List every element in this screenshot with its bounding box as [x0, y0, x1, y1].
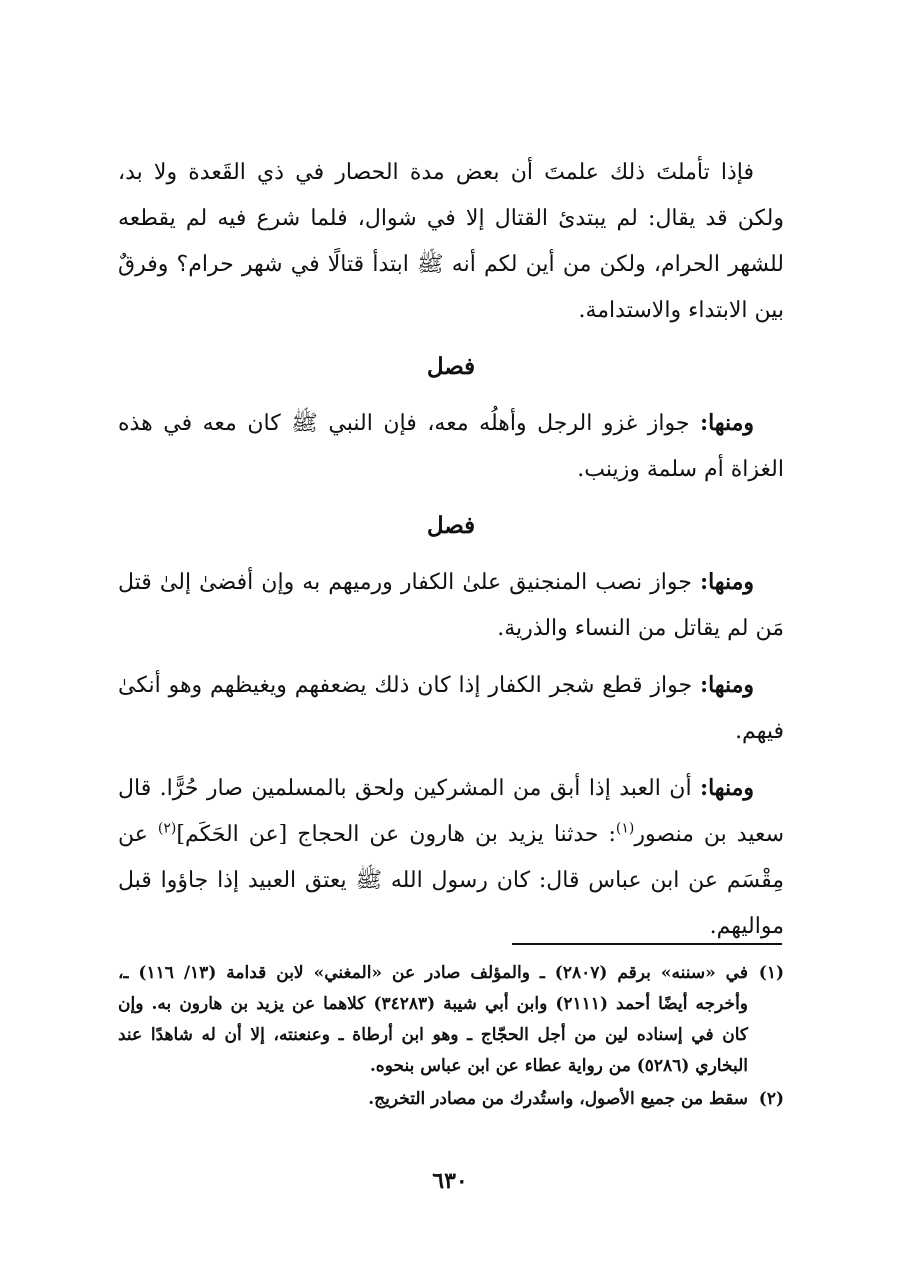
page-number: ٦٣٠: [432, 1168, 468, 1194]
footnote-2: [118, 1084, 784, 1115]
paragraph-text: : حدثنا يزيد بن هارون عن الحجاج [عن الحَكَم]: [176, 822, 616, 847]
paragraph-text: أن العبد إذا أبق من المشركين ولحق بالمسلمين صار حُرًّا. قال سعيد بن منصور: [118, 776, 785, 847]
main-text: [118, 150, 784, 960]
footnote-number: (٢): [758, 1089, 784, 1109]
paragraph-women-in-raid: [118, 400, 784, 493]
paragraph-text: فإذا تأملتَ ذلك علمتَ أن بعض مدة الحصار في ذي القَعدة ولا بد، ولكن قد يقال: لم يبتدئ القتال إلا في شوال، فلما شرع فيه لم يقطعه للشهر الحرام، ولكن من أين لكم أنه ﷺ ابتدأ قتالًا في شهر حرام؟ وفرقٌ بين الابتداء والاستدامة.: [118, 160, 784, 323]
paragraph-escaped-slave: [118, 765, 784, 950]
paragraph-catapult: [118, 559, 784, 652]
paragraph-lead: ومنها:: [699, 672, 754, 698]
footnote-text: سقط من جميع الأصول، واستُدرك من مصادر التخريج.: [368, 1089, 748, 1109]
paragraph-text: عن مِقْسَم عن ابن عباس قال: كان رسول الله ﷺ يعتق العبيد إذا جاؤوا قبل مواليهم.: [118, 822, 784, 939]
footnote-ref-2[interactable]: (٢): [157, 820, 177, 837]
paragraph-text: جواز قطع شجر الكفار إذا كان ذلك يضعفهم ويغيظهم وهو أنكىٰ فيهم.: [118, 673, 784, 744]
footnotes: [118, 958, 784, 1117]
section-heading: فصل: [426, 353, 476, 380]
footnote-ref-1[interactable]: (١): [615, 820, 635, 837]
paragraph-lead: ومنها:: [699, 569, 754, 595]
paragraph-lead: ومنها:: [699, 775, 754, 801]
paragraph-siege-duration: [118, 150, 784, 334]
footnote-1: [118, 958, 784, 1082]
paragraph-cutting-trees: [118, 662, 784, 755]
paragraph-text: جواز نصب المنجنيق علىٰ الكفار ورميهم به وإن أفضىٰ إلىٰ قتل مَن لم يقاتل من النساء والذرية.: [118, 570, 784, 641]
section-heading: فصل: [426, 512, 476, 539]
footnote-separator: [512, 943, 782, 945]
paragraph-text: جواز غزو الرجل وأهلُه معه، فإن النبي ﷺ كان معه في هذه الغزاة أم سلمة وزينب.: [118, 411, 784, 482]
footnote-text: في «سننه» برقم (٢٨٠٧) ـ والمؤلف صادر عن «المغني» لابن قدامة (١٣/ ١١٦) ـ، وأخرجه أيضًا أحمد (٢١١١) وابن أبي شيبة (٣٤٢٨٣) كلاهما عن يزيد بن هارون به. وإن كان في إسناده لين من أجل الحجّاج ـ وهو ابن أرطاة ـ وعنعنته، إلا أن له شاهدًا عند البخاري (٥٢٨٦) من رواية عطاء عن ابن عباس بنحوه.: [118, 963, 749, 1076]
paragraph-lead: ومنها:: [699, 410, 754, 436]
footnote-number: (١): [758, 963, 784, 983]
